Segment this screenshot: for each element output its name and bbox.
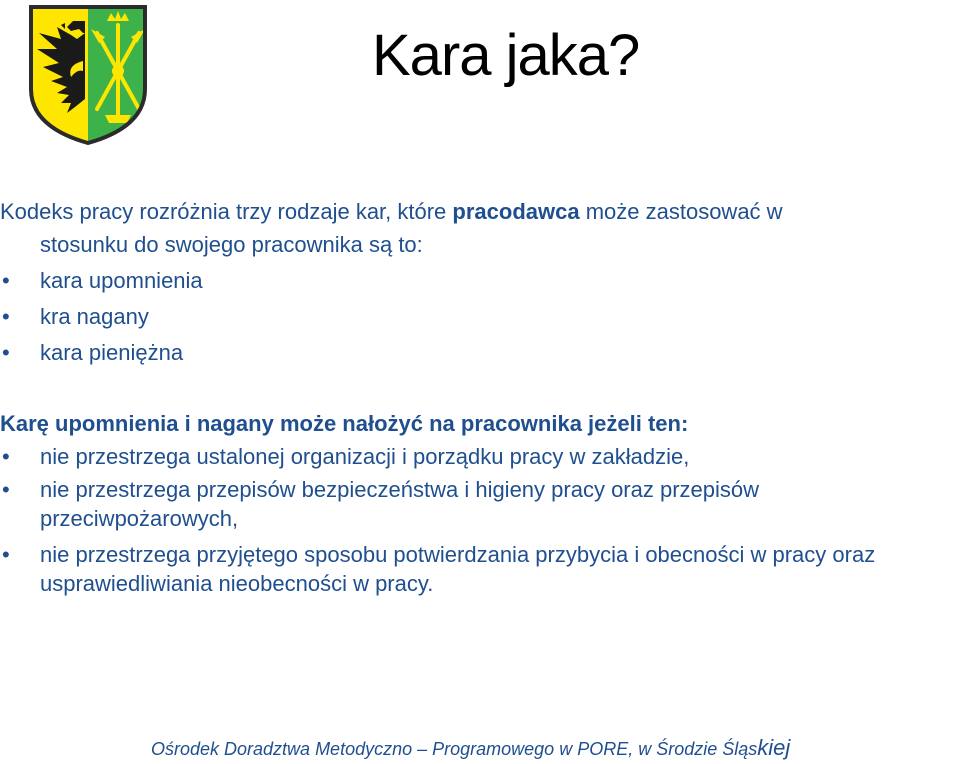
crest-emblem-icon <box>27 3 149 146</box>
intro-text-start: Kodeks pracy rozróżnia trzy rodzaje kar, które <box>0 199 453 224</box>
page-title: Kara jaka? <box>372 23 640 88</box>
list-item: • kara pieniężna <box>0 335 955 371</box>
intro-line-2: stosunku do swojego pracownika są to: <box>40 232 423 257</box>
intro-text-end: może zastosować w <box>579 199 783 224</box>
section-heading: Karę upomnienia i nagany może nałożyć na pracownika jeżeli ten: <box>0 411 689 436</box>
footer-text <box>151 735 790 761</box>
footer-tail: kiej <box>757 735 791 760</box>
list-item: • kara upomnienia <box>0 263 955 299</box>
penalty-types-list <box>0 263 955 371</box>
list-item: • nie przestrzega ustalonej organizacji i porządku pracy w zakładzie, <box>0 442 955 471</box>
list-item: • nie przestrzega przepisów bezpieczeństwa i higieny pracy oraz przepisów przeciwpożarowych, <box>0 475 955 533</box>
list-item: • nie przestrzega przyjętego sposobu potwierdzania przybycia i obecności w pracy oraz usprawiedliwiania nieobecności w pracy. <box>0 540 955 598</box>
intro-bold-word: pracodawca <box>452 199 580 224</box>
slide-body <box>0 195 955 602</box>
footer-main: Ośrodek Doradztwa Metodyczno – Programowego w PORE, w Środzie Śląs <box>151 739 758 759</box>
list-item: • kra nagany <box>0 299 955 335</box>
intro-paragraph <box>0 195 955 261</box>
conditions-list <box>0 442 955 598</box>
